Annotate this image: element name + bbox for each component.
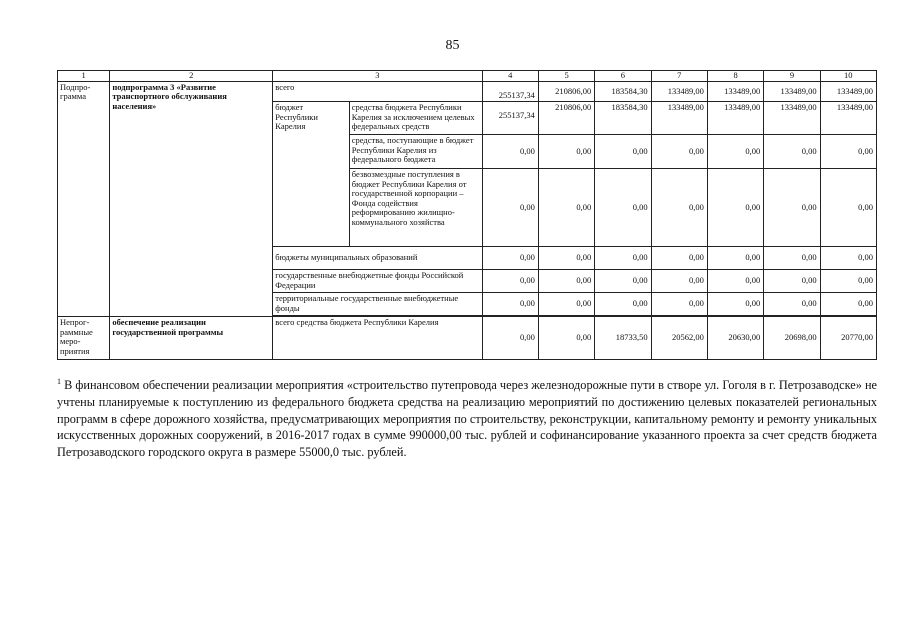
row-label: всего xyxy=(273,81,482,102)
value-cell: 0,00 xyxy=(482,293,538,316)
row-label: бюджеты муниципальных образований xyxy=(273,247,482,270)
value-cell: 0,00 xyxy=(707,293,763,316)
row-label: средства бюджета Республики Карелия за исключением целевых федеральных средств xyxy=(349,102,482,135)
value-cell: 210806,00 xyxy=(538,102,594,135)
value-cell: 133489,00 xyxy=(707,102,763,135)
value-cell: 0,00 xyxy=(538,135,594,169)
subprogram-type: Подпро-грамма xyxy=(58,81,110,317)
value-cell: 0,00 xyxy=(595,270,651,293)
value-cell: 18733,50 xyxy=(595,317,651,360)
value-cell: 0,00 xyxy=(764,169,820,247)
header-cell: 5 xyxy=(538,71,594,82)
header-cell: 1 xyxy=(58,71,110,82)
value-cell: 0,00 xyxy=(595,169,651,247)
footnote-marker: 1 xyxy=(57,377,61,386)
value-cell: 0,00 xyxy=(651,169,707,247)
value-cell: 0,00 xyxy=(482,169,538,247)
value-cell: 0,00 xyxy=(538,293,594,316)
value-cell: 133489,00 xyxy=(651,102,707,135)
header-cell: 4 xyxy=(482,71,538,82)
value-cell: 0,00 xyxy=(482,247,538,270)
header-cell: 7 xyxy=(651,71,707,82)
row-label: государственные внебюджетные фонды Российской Федерации xyxy=(273,270,482,293)
value-cell: 0,00 xyxy=(820,247,876,270)
table-row xyxy=(58,317,877,360)
value-cell: 0,00 xyxy=(482,270,538,293)
value-cell: 0,00 xyxy=(595,293,651,316)
value-cell: 0,00 xyxy=(538,247,594,270)
value-cell: 0,00 xyxy=(820,293,876,316)
row-label: территориальные государственные внебюджетные фонды xyxy=(273,293,482,316)
header-cell: 8 xyxy=(707,71,763,82)
value-cell: 0,00 xyxy=(820,169,876,247)
header-row xyxy=(58,71,877,82)
value-cell: 133489,00 xyxy=(764,102,820,135)
value-cell: 133489,00 xyxy=(707,81,763,102)
value-cell: 0,00 xyxy=(482,135,538,169)
value-cell: 255137,34 xyxy=(482,81,538,102)
value-cell: 0,00 xyxy=(764,135,820,169)
row-label: средства, поступающие в бюджет Республики Карелия из федерального бюджета xyxy=(349,135,482,169)
value-cell: 133489,00 xyxy=(820,102,876,135)
header-cell: 10 xyxy=(820,71,876,82)
value-cell: 0,00 xyxy=(595,247,651,270)
value-cell: 133489,00 xyxy=(651,81,707,102)
footnote-text: В финансовом обеспечении реализации мероприятия «строительство путепровода через железнодорожные пути в створе ул. Гоголя в г. Петрозаводске» не учтены планируемые к поступлению из федерального бюджета средства на реализацию мероприятий по достижению целевых показателей региональных программ в сфере дорожного хозяйства, предусматривающих мероприятия по строительству, реконструкции, капитальному ремонту и ремонту уникальных искусственных дорожных сооружений, в 2016-2017 годах в сумме 990000,00 тыс. рублей и софинансирование указанного проекта за счет средств бюджета Петрозаводского городского округа в размере 55000,0 тыс. рублей. xyxy=(57,378,877,459)
page-number: 85 xyxy=(445,38,460,53)
value-cell: 20562,00 xyxy=(651,317,707,360)
header-cell: 9 xyxy=(764,71,820,82)
value-cell: 0,00 xyxy=(538,270,594,293)
header-cell: 6 xyxy=(595,71,651,82)
table-row xyxy=(58,81,877,102)
value-cell: 0,00 xyxy=(538,317,594,360)
row-label: всего средства бюджета Республики Карелия xyxy=(273,317,482,360)
value-cell: 0,00 xyxy=(651,270,707,293)
value-cell: 0,00 xyxy=(764,247,820,270)
value-cell: 0,00 xyxy=(651,135,707,169)
value-cell: 0,00 xyxy=(707,169,763,247)
value-cell: 0,00 xyxy=(482,317,538,360)
subprogram-name: подпрограмма 3 «Развитие транспортного обслуживания населения» xyxy=(110,81,273,317)
value-cell: 0,00 xyxy=(651,293,707,316)
value-cell: 0,00 xyxy=(820,270,876,293)
value-cell: 183584,30 xyxy=(595,81,651,102)
value-cell: 0,00 xyxy=(707,270,763,293)
value-cell: 20698,00 xyxy=(764,317,820,360)
value-cell: 210806,00 xyxy=(538,81,594,102)
header-cell: 3 xyxy=(273,71,482,82)
financing-table xyxy=(57,70,877,360)
value-cell: 0,00 xyxy=(651,247,707,270)
value-cell: 0,00 xyxy=(595,135,651,169)
value-cell: 133489,00 xyxy=(764,81,820,102)
value-cell: 0,00 xyxy=(707,135,763,169)
value-cell: 20770,00 xyxy=(820,317,876,360)
value-cell: 0,00 xyxy=(820,135,876,169)
value-cell: 0,00 xyxy=(707,247,763,270)
value-cell: 0,00 xyxy=(538,169,594,247)
nonprogram-name: обеспечение реализации государственной программы xyxy=(110,317,273,360)
value-cell: 20630,00 xyxy=(707,317,763,360)
value-cell: 133489,00 xyxy=(820,81,876,102)
row-label: безвозмездные поступления в бюджет Республики Карелия от государственной корпорации – Фонда содействия реформированию жилищно-коммунального хозяйства xyxy=(349,169,482,247)
nonprogram-type: Непрог-раммные меро-приятия xyxy=(58,317,110,360)
value-cell: 0,00 xyxy=(764,270,820,293)
value-cell: 0,00 xyxy=(764,293,820,316)
header-cell: 2 xyxy=(110,71,273,82)
value-cell: 183584,30 xyxy=(595,102,651,135)
row-label: бюджет Республики Карелия xyxy=(273,102,349,247)
footnote xyxy=(57,377,877,461)
value-cell: 255137,34 xyxy=(482,102,538,135)
